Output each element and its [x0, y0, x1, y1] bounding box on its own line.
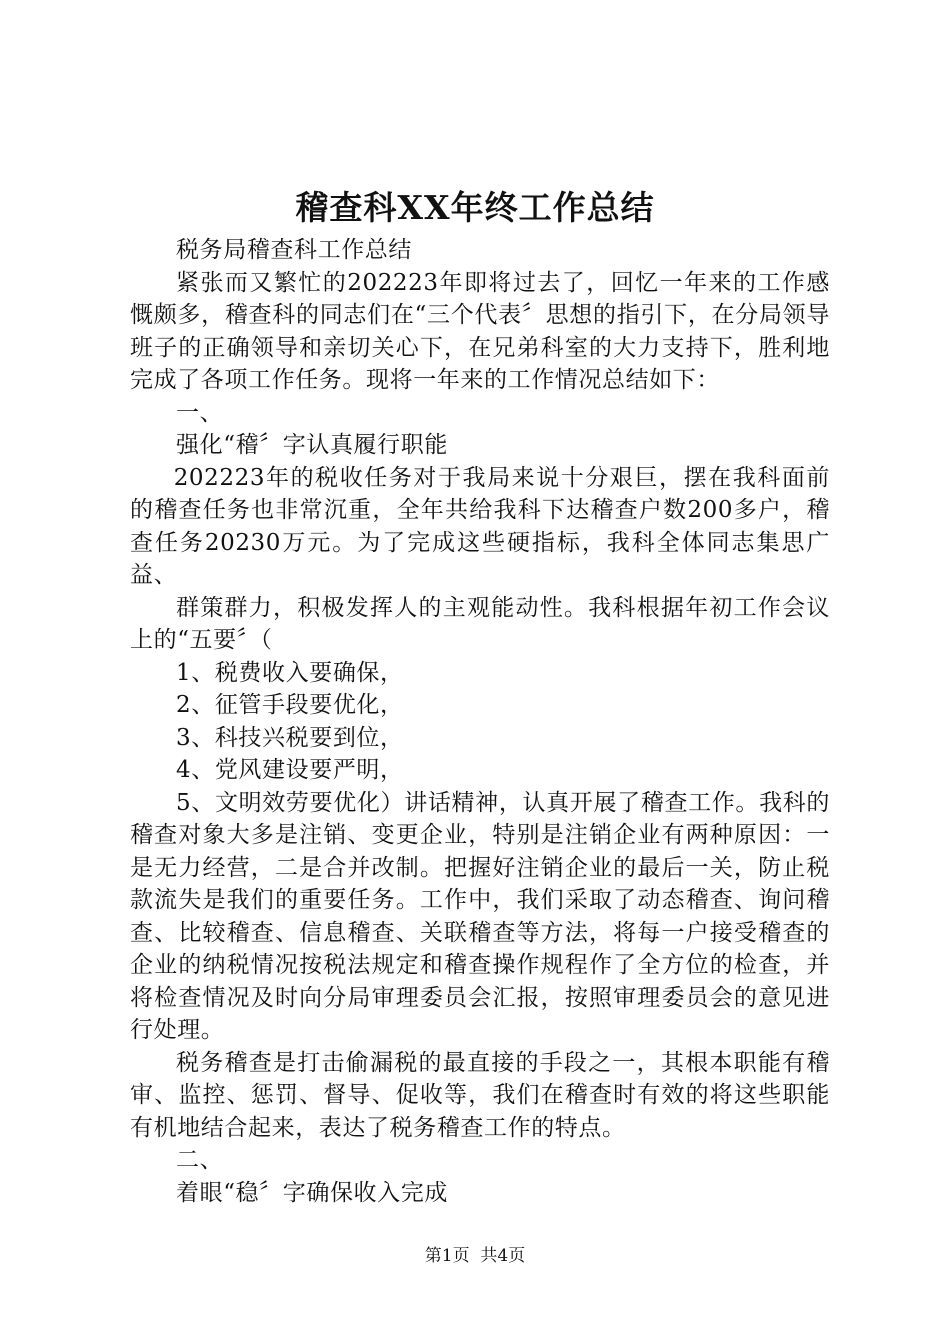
document-body — [130, 234, 830, 1209]
paragraph-functions: 税务稽查是打击偷漏税的最直接的手段之一，其根本职能有稽审、监控、惩罚、督导、促收等，我们在稽查时有效的将这些职能有机地结合起来，表达了税务稽查工作的特点。 — [130, 1049, 830, 1141]
list-item-3: 3、科技兴税要到位， — [176, 724, 404, 751]
list-item-2: 2、征管手段要优化， — [176, 692, 404, 718]
page-number: 第1页 — [424, 1246, 470, 1266]
section-heading-one: 强化“稽〞字认真履行职能 — [176, 432, 448, 458]
page-footer — [0, 1245, 950, 1267]
section-heading-two: 着眼“稳〞字确保收入完成 — [176, 1179, 448, 1206]
paragraph-subtitle: 税务局稽查科工作总结 — [176, 237, 412, 263]
section-number-two: 二、 — [176, 1147, 224, 1173]
paragraph-intro: 紧张而又繁忙的202223年即将过去了，回忆一年来的工作感慨颇多，稽查科的同志们在“三个代表〞思想的指引下，在分局领导班子的正确领导和亲切关心下，在兄弟科室的大力支持下，胜利地完成了各项工作任务。现将一年来的工作情况总结如下： — [130, 269, 830, 393]
section-number-one: 一、 — [176, 399, 224, 426]
list-item-5: 5、文明效劳要优化）讲话精神，认真开展了稽查工作。我科的稽查对象大多是注销、变更企业，特别是注销企业有两种原因：一是无力经营，二是合并改制。把握好注销企业的最后一关，防止税款流失是我们的重要任务。工作中，我们采取了动态稽查、询问稽查、比较稽查、信息稽查、关联稽查等方法，将每一户接受稽查的企业的纳税情况按税法规定和稽查操作规程作了全方位的检查，并将检查情况及时向分局审理委员会汇报，按照审理委员会的意见进行处理。 — [130, 789, 830, 1043]
document-title: 稽查科XX年终工作总结 — [295, 188, 655, 227]
page-total: 共4页 — [480, 1246, 526, 1266]
list-item-1: 1、税费收入要确保， — [176, 659, 404, 686]
paragraph-five-requirements: 群策群力，积极发挥人的主观能动性。我科根据年初工作会议上的“五要〞（ — [130, 594, 830, 653]
paragraph-task: 202223年的税收任务对于我局来说十分艰巨，摆在我科面前的稽查任务也非常沉重，全年共给我科下达稽查户数200多户，稽查任务20230万元。为了完成这些硬指标，我科全体同志集思广益、 — [130, 464, 830, 588]
list-item-4: 4、党风建设要严明， — [176, 757, 404, 783]
